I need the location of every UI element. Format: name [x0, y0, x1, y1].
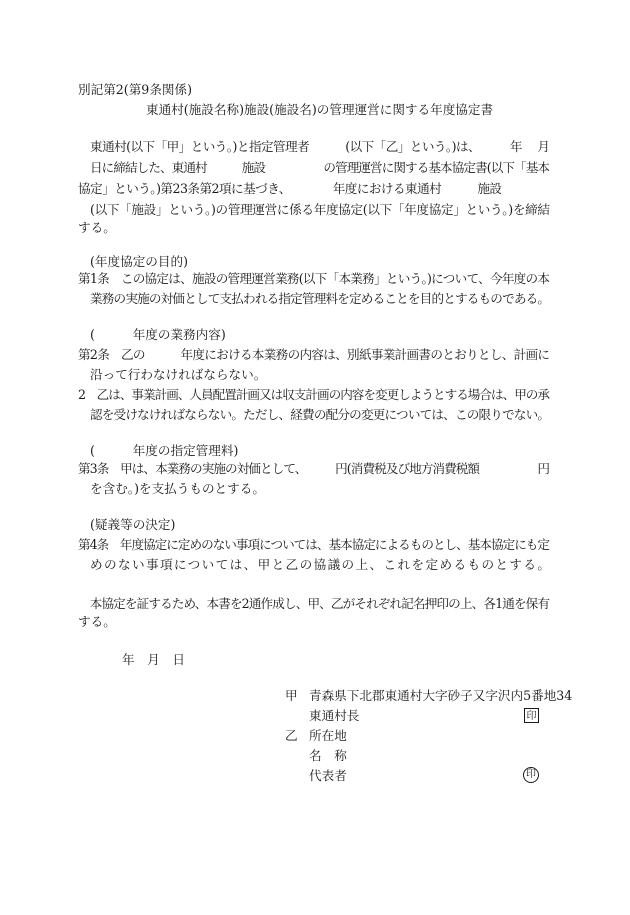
article-line: 第4条 年度協定に定めのない事項については、基本協定によるものとし、基本協定にも定	[78, 537, 550, 552]
closing-line: する。	[78, 614, 116, 629]
article-line: 第3条 甲は、本業務の実施の対価として、 円(消費税及び地方消費税額 円	[78, 461, 550, 476]
intro-line: 東通村(以下「甲」という。)と指定管理者 (以下「乙」という。)は、 年 月	[78, 139, 550, 154]
party-b-seal: 印	[523, 767, 539, 783]
article-line: めのない事項については、甲と乙の協議の上、これを定めるものとする。	[90, 557, 552, 572]
party-b-address-label: 所在地	[309, 728, 347, 743]
intro-line: する。	[78, 220, 116, 235]
article-line: 業務の実施の対価として支払われる指定管理料を定めることを目的とするものである。	[90, 291, 550, 306]
party-a-mark: 甲	[285, 688, 298, 703]
party-a-name: 東通村長	[309, 708, 360, 723]
party-b-rep-label: 代表者	[309, 768, 347, 783]
intro-line: (以下「施設」という。)の管理運営に係る年度協定(以下「年度協定」という。)を締結	[90, 202, 550, 217]
article-heading: (疑義等の決定)	[90, 517, 176, 532]
appendix-header: 別記第2(第9条関係)	[78, 82, 193, 97]
article-line: 第1条 この協定は、施設の管理運営業務(以下「本業務」という。)について、今年度の本	[78, 271, 550, 286]
article-line: 沿って行わなければならない。	[90, 367, 267, 382]
date-line: 年 月 日	[122, 652, 185, 667]
closing-line: 本協定を証するため、本書を2通作成し、甲、乙がそれぞれ記名押印の上、各1通を保有	[78, 596, 550, 611]
article-line: 2 乙は、事業計画、人員配置計画又は収支計画の内容を変更しようとする場合は、甲の承	[78, 387, 550, 402]
intro-line: 日に締結した、東通村 施設 の管理運営に関する基本協定書(以下「基本	[90, 160, 550, 175]
article-line: 第2条 乙の 年度における本業務の内容は、別紙事業計画書のとおりとし、計画に	[78, 347, 550, 362]
document-title: 東通村(施設名称)施設(施設名)の管理運営に関する年度協定書	[146, 102, 494, 117]
article-heading: (年度協定の目的)	[90, 254, 188, 269]
party-a-address: 青森県下北郡東通村大字砂子又字沢内5番地34	[309, 688, 573, 703]
article-line: を含む。)を支払うものとする。	[90, 481, 265, 496]
intro-line: 協定」という。)第23条第2項に基づき、 年度における東通村 施設	[78, 181, 502, 196]
article-heading: ( 年度の指定管理料)	[90, 443, 239, 458]
article-line: 認を受けなければならない。ただし、経費の配分の変更については、この限りでない。	[90, 407, 550, 422]
article-heading: ( 年度の業務内容)	[90, 327, 226, 342]
party-a-seal: 印	[524, 708, 539, 723]
party-b-name-label: 名 称	[309, 748, 347, 763]
party-b-mark: 乙	[285, 728, 298, 743]
